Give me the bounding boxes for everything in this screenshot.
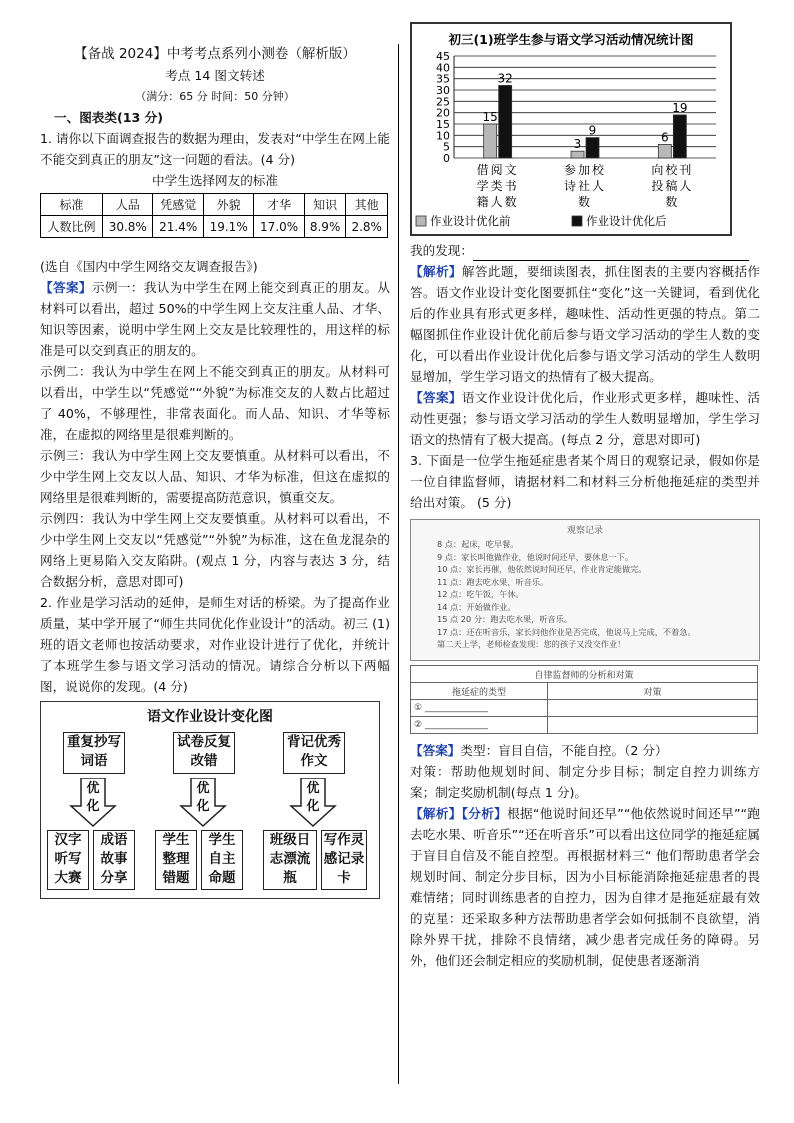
observation-line: 8 点：起床，吃早餐。 [437,539,519,549]
diagram-bottom-box: 汉字听写大赛 [47,830,89,890]
table-cell: 凭感觉 [153,194,203,216]
diagram-title: 语文作业设计变化图 [147,709,273,725]
optimize-label: 优化 [196,781,210,814]
table-header-type: 拖延症的类型 [411,683,548,700]
question-3: 3. 下面是一位学生拖延症患者某个周日的观察记录，假如你是一位自律监督师，请据材料二和材料三分析他拖延症的类型并给出对策。 (5 分) [410,453,760,510]
observation-line: 9 点：家长叫他做作业，他说时间还早，要休息一下。 [437,551,634,562]
observation-line: 12 点：吃午饭，午休。 [437,589,524,599]
bar [658,144,671,158]
bar [499,85,512,158]
answer-2: 【答案】语文作业设计优化后，作业形式更多样，趣味性、活动性更强；参与语文学习活动的学生人数明显增加，学生学习语文的热情有了极大提高。(每点 2 分，意思对即可) [410,390,761,447]
table-cell: 21.4% [153,216,203,238]
answer-label: 【答案】 [40,280,92,295]
legend-label: 作业设计优化后 [586,214,667,228]
source-note: (选自《国内中学生网络交友调查报告》) [40,259,258,274]
y-tick-label: 20 [436,106,450,120]
y-tick-label: 5 [443,140,450,154]
table-title: 中学生选择网友的标准 [152,173,278,188]
table-row [41,194,388,216]
right-column [410,18,760,971]
analysis-3: 【解析】【分析】根据“他说时间还早”“他依然说时间还早”“跑去吃水果、听音乐”“还在听音乐”可以看出这位同学的拖延症属于盲目自信及不能自控型。再根据材料三“ 他们帮助患者学会规划时间、制定分步目标，因为小目标能消除拖延症患者的畏难情绪；同时训练患者的自控力，因为自律才是拖延症最有效的克星：还采取多种方法帮助患者学会如何抵制不良欲望，消除外界干扰，排除不良情绪，减少患者完成任务的障碍。另外，他们还会制定相应的奖励机制，促使患者逐渐消 [410,806,761,968]
bar [586,138,599,158]
topic-line: 考点 14 图文转述 [165,68,265,83]
bar-value-label: 3 [573,137,582,152]
table-cell: 才华 [254,194,304,216]
answer-3-strategy: 对策：帮助他规划时间、制定分步目标；制定自控力训练方案；制定奖励机制(每点 1 分)。 [410,764,760,800]
discovery-blank [473,246,749,261]
diagram-bottom-box: 学生整理错题 [155,830,197,890]
bar [571,151,584,158]
left-column [40,44,390,899]
bar-value-label: 6 [661,130,669,145]
participation-bar-chart [410,22,732,236]
x-tick-label: 诗社人 [563,179,607,193]
question-2: 2. 作业是学习活动的延伸，是师生对话的桥梁。为了提高作业质量，某中学开展了“师生共同优化作业设计”的活动。初三 (1) 班的语文老师也按活动要求，对作业设计进行了优化，并统计了本班学生参与语文学习活动的情况。请综合分析以下两幅图，说说你的发现。(4 分) [40,595,390,694]
diagram-bottom-box: 写作灵感记录卡 [321,830,367,890]
table-cell: 17.0% [254,216,304,238]
y-tick-label: 45 [436,50,450,63]
x-tick-label: 投稿人 [651,179,694,193]
observation-line: 14 点：开始做作业。 [437,601,516,612]
answer-example-1: 【答案】示例一：我认为中学生在网上能交到真正的朋友。从材料可以看出，超过 50%的中学生网上交友注重人品、才华、知识等因素，说明中学生网上交友是比较理性的，用这样的标准是可以交到真正的朋友的。 [40,280,391,358]
observation-line: 17 点：还在听音乐，家长问他作业是否完成，他说马上完成，不着急。 [437,626,696,637]
y-tick-label: 25 [436,95,450,109]
legend-label: 作业设计优化前 [430,214,511,228]
table-header-solution: 对策 [548,683,758,700]
x-tick-label: 数 [665,195,680,209]
observation-line: 15 点 20 分：跑去吃水果，听音乐。 [437,614,573,624]
table-row: ① ______________ [411,700,548,717]
diagram-bottom-box: 成语故事分享 [93,830,135,890]
answer-example-3: 示例三：我认为中学生网上交友要慎重。从材料可以看出，不少中学生网上交友以人品、知识、才华为标准，但这在虚拟的网络里是很难判断的，需要提高防范意识，慎重交友。 [40,448,390,505]
table-row: ② ______________ [411,717,548,734]
analysis-2: 【解析】解答此题，要细读图表，抓住图表的主要内容概括作答。语文作业设计变化图要抓住“变化”这一关键词，看到优化后的作业具有形式更多样，趣味性、活动性更强的特点。第二幅图抓住作业设计优化前后参与语文学习活动的学生人数的变化，可以看出作业设计优化后参与语文学习活动的学生人数明显增加，学生学习语文的热情有了极大提高。 [410,264,761,384]
y-tick-label: 10 [436,129,450,143]
y-tick-label: 40 [436,61,450,75]
table-cell: 8.9% [304,216,346,238]
x-tick-label: 籍人数 [476,195,519,209]
x-tick-label: 借阅文 [476,163,519,177]
y-tick-label: 15 [436,118,450,131]
optimize-label: 优化 [86,781,100,814]
observation-line: 第二天上学，老师检查发现：您的孩子又没交作业！ [437,639,626,649]
bar-value-label: 19 [672,100,688,115]
table-cell: 人品 [103,194,153,216]
score-time-line: （满分：65 分 时间：50 分钟） [135,90,295,103]
bar-chart-svg [412,24,730,234]
my-discovery-line: 我的发现： [410,240,760,261]
table-cell: 标准 [41,194,103,216]
x-tick-label: 参加校 [563,163,607,177]
table-cell [548,700,758,717]
doc-title: 【备战 2024】中考考点系列小测卷（解析版） [74,46,356,62]
question-1: 1. 请你以下面调查报告的数据为理由，发表对“中学生在网上能不能交到真正的朋友”这一问题的看法。(4 分) [40,131,390,167]
homework-change-diagram [40,701,380,899]
analysis-table-image [410,665,758,734]
x-tick-label: 向校刊 [651,163,694,177]
bar-value-label: 9 [588,123,597,138]
diagram-top-box: 重复抄写词语 [63,732,125,774]
observation-record-image [410,519,760,661]
x-tick-label: 数 [577,195,593,209]
table-cell: 其他 [346,194,388,216]
column-divider [398,44,399,1084]
section-heading: 一、图表类(13 分) [54,110,163,125]
answer-3: 【答案】类型：盲目自信，不能自控。（2 分） [410,743,668,758]
bar [673,115,686,158]
diagram-top-box: 试卷反复改错 [173,732,235,774]
diagram-bottom-box: 学生自主命题 [201,830,243,890]
table-cell: 30.8% [103,216,153,238]
chart-title: 初三(1)班学生参与语文学习活动情况统计图 [448,32,694,47]
table-cell: 外貌 [203,194,253,216]
answer-example-4: 示例四：我认为中学生网上交友要慎重。从材料可以看出，不少中学生网上交友以“凭感觉”“外貌”为标准，这在鱼龙混杂的网络上更易陷入交友陷阱。(观点 1 分，内容与表达 3 分，结合数据分析，意思对即可) [40,511,390,589]
table-cell: 19.1% [203,216,253,238]
diagram-bottom-box: 班级日志漂流瓶 [263,830,317,890]
table-cell: 人数比例 [41,216,103,238]
x-tick-label: 学类书 [476,179,519,193]
observation-lines [411,536,759,651]
y-tick-label: 0 [443,152,450,165]
legend-swatch [572,216,582,226]
answer-example-2: 示例二：我认为中学生在网上不能交到真正的朋友。从材料可以看出，中学生以“凭感觉”“外貌”为标准交友的人数占比超过了 40%，不够理性，非常表面化。而人品、知识、才华等标准，在虚拟的网络里是很难判断的。 [40,364,390,442]
table-row [41,216,388,238]
optimize-label: 优化 [306,781,320,814]
observation-line: 11 点：跑去吃水果，听音乐。 [437,576,549,587]
observation-line: 10 点：家长再催，他依然说时间还早，作业肯定能做完。 [437,564,647,574]
table-cell: 知识 [304,194,346,216]
diagram-top-box: 背记优秀作文 [283,732,345,774]
table-cell: 2.8% [346,216,388,238]
observation-title: 观察记录 [566,526,603,536]
bar-value-label: 15 [482,110,498,124]
friend-criteria-table [40,193,388,238]
bar-value-label: 32 [497,71,513,86]
y-tick-label: 35 [436,72,450,86]
table-cell [548,717,758,734]
y-tick-label: 30 [436,84,450,97]
legend-swatch [416,216,426,226]
analysis-table-title: 自律监督师的分析和对策 [411,666,758,683]
bar [484,124,497,158]
